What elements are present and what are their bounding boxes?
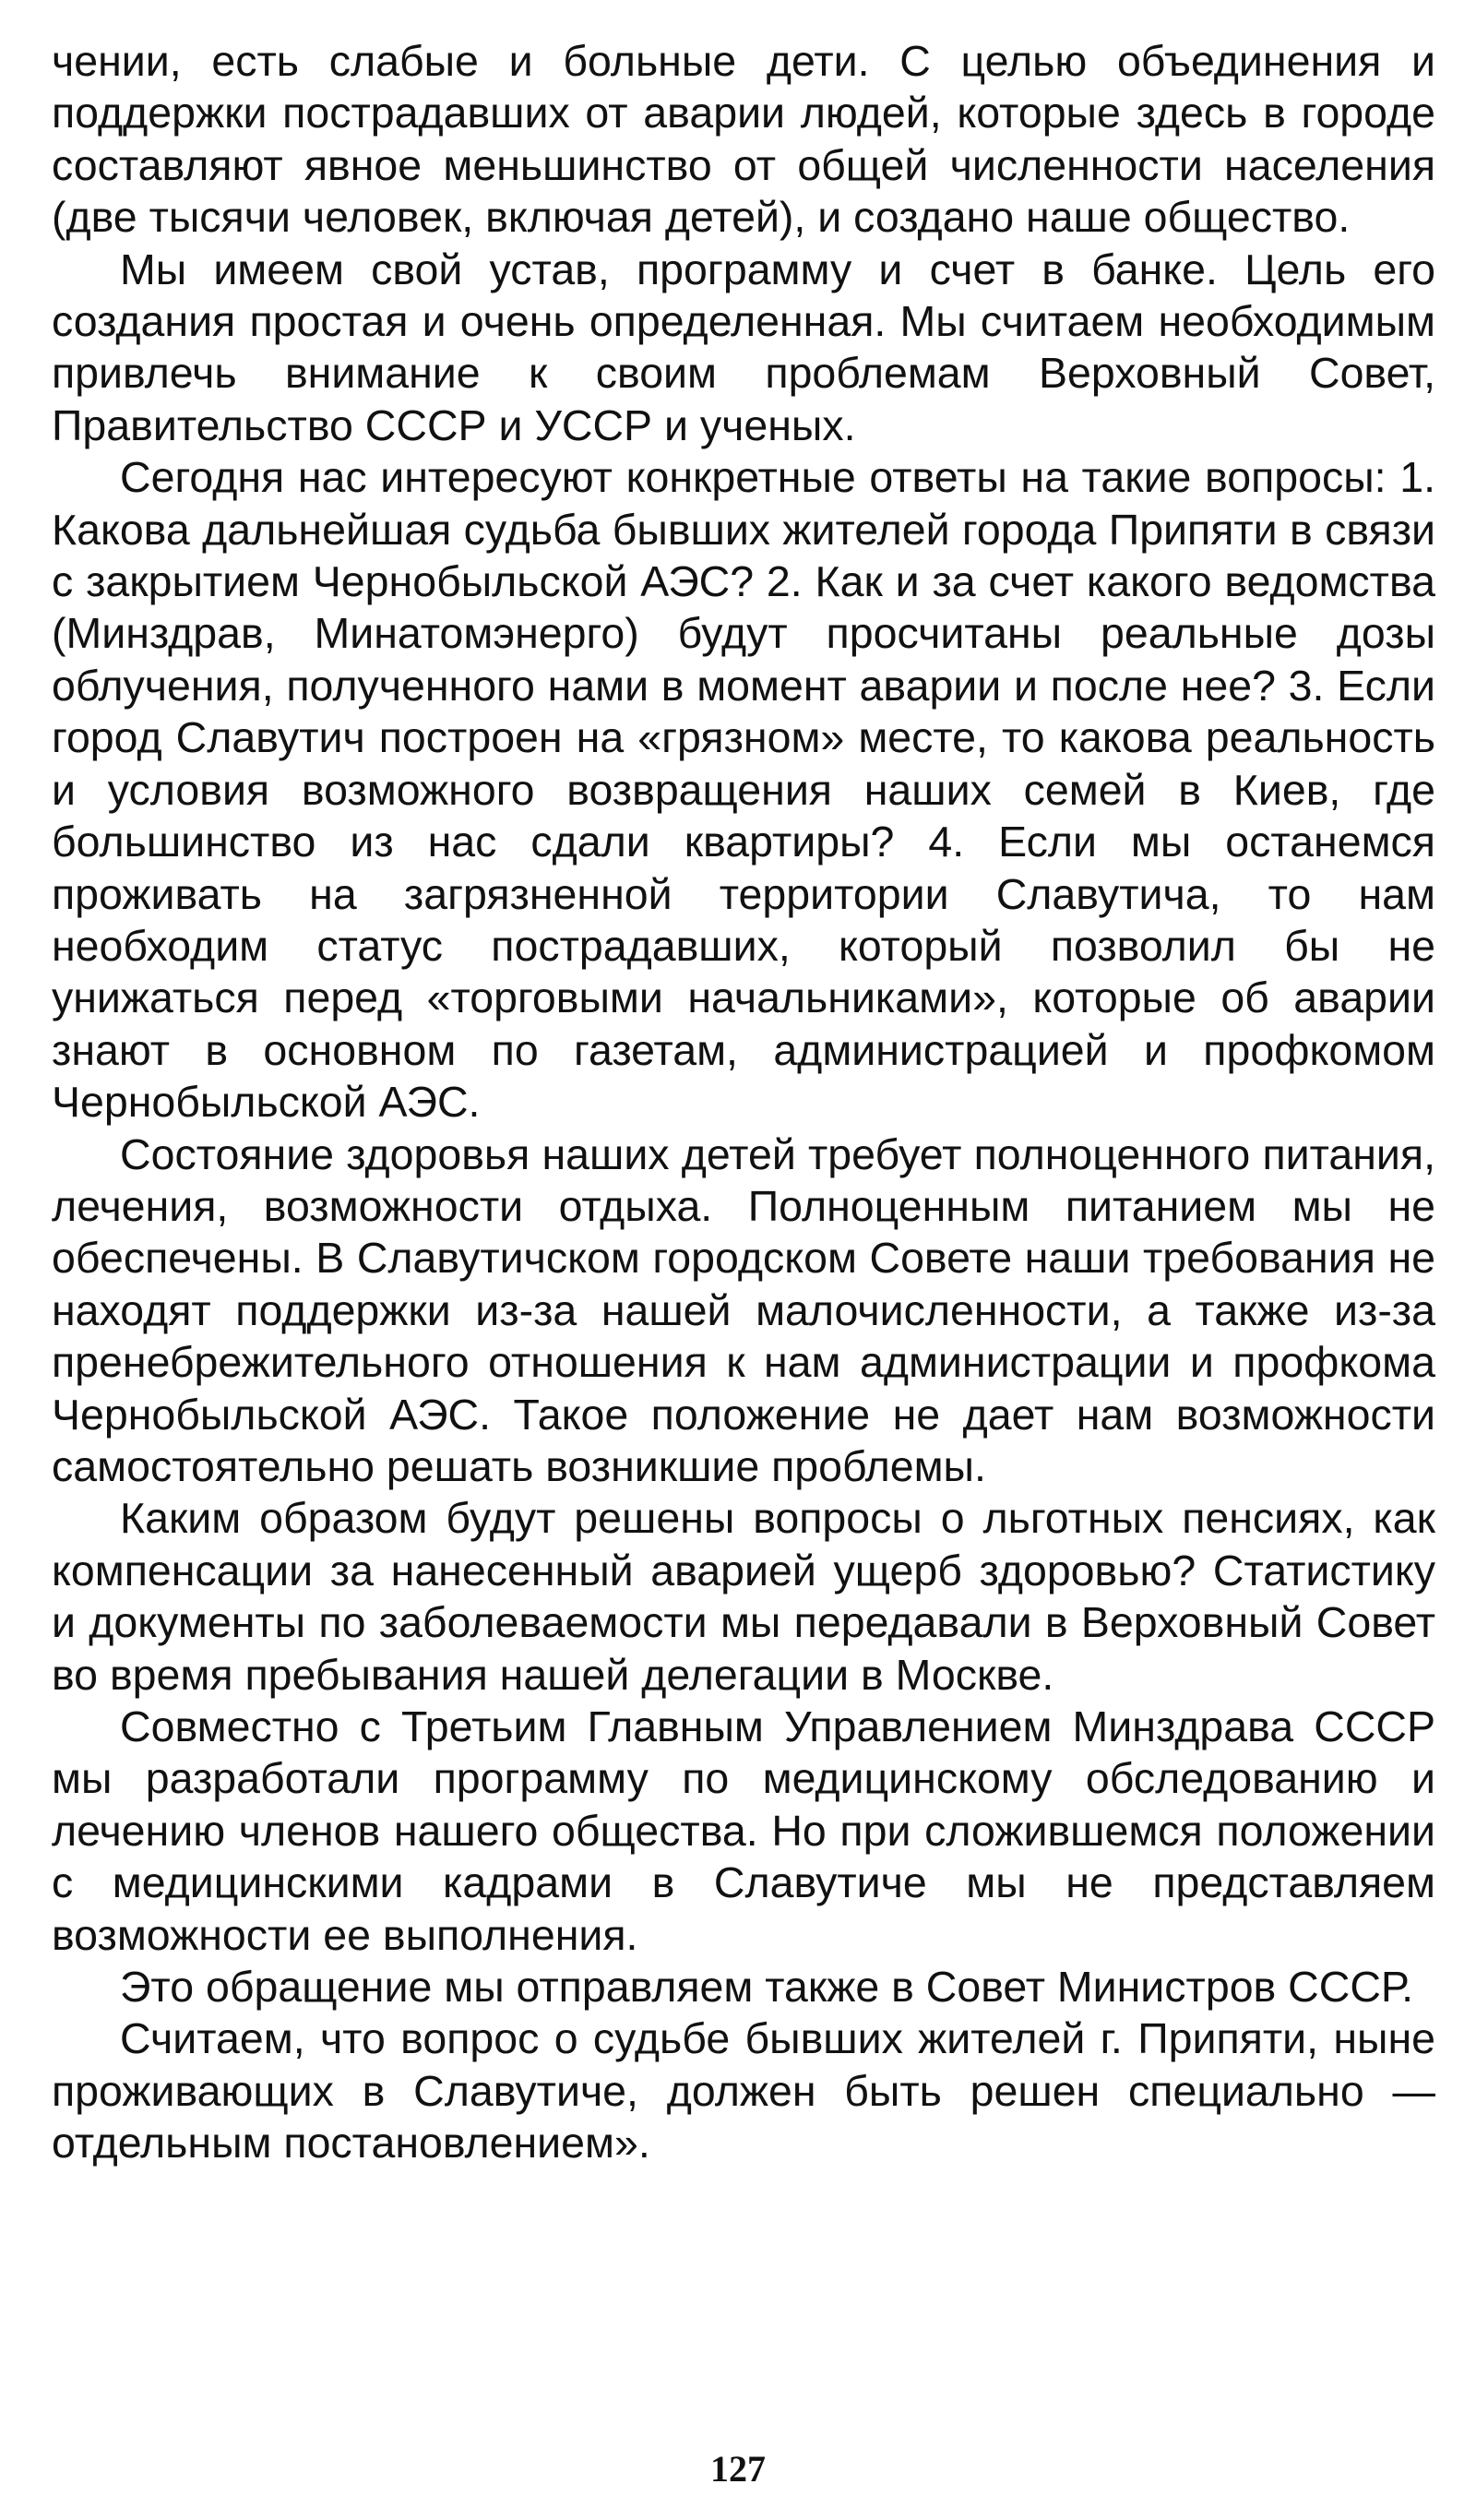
paragraph-questions: Сегодня нас интересуют конкретные ответы на такие вопросы: 1. Какова дальнейшая судьба бывших жителей города Припяти в связи с закрытием Чернобыльской АЭС? 2. Как и за счет какого ведомства (Минздрав, Минатомэнерго) будут просчитаны реальные дозы облучения, полученного нами в момент аварии и после нее? 3. Если город Славутич построен на «грязном» месте, то какова реальность и условия возможного возвращения наших семей в Киев, где большинство из нас сдали квартиры? 4. Если мы останемся проживать на загрязненной территории Славутича, то нам необходим статус пострадавших, который позволил бы не унижаться перед «торговыми начальниками», которые об аварии знают в основном по газетам, администрацией и профкомом Чернобыльской АЭС. — [52, 453, 1435, 1127]
paragraph-pensions: Каким образом будут решены вопросы о льготных пенсиях, как компенсации за нанесенный аварией ущерб здоровью? Статистику и документы по заболеваемости мы передавали в Верховный Совет во время пребывания нашей делегации в Москве. — [52, 1494, 1435, 1699]
paragraph-charter: Мы имеем свой устав, программу и счет в банке. Цель его создания простая и очень определенная. Мы считаем необходимым привлечь внимание к своим проблемам Верховный Совет, Правительство СССР и УССР и ученых. — [52, 245, 1435, 449]
paragraph-medical-program: Совместно с Третьим Главным Управлением Минздрава СССР мы разработали программу по медицинскому обследованию и лечению членов нашего общества. Но при сложившемся положении с медицинскими кадрами в Славутиче мы не представляем возможности ее выполнения. — [52, 1702, 1435, 1959]
paragraph-children-health: Состояние здоровья наших детей требует полноценного питания, лечения, возможности отдыха. Полноценным питанием мы не обеспечены. В Славутичском городском Совете наши требования не находят поддержки из-за нашей малочисленности, а также из-за пренебрежительного отношения к нам администрации и профкома Чернобыльской АЭС. Такое положение не дает нам возможности самостоятельно решать возникшие проблемы. — [52, 1129, 1435, 1490]
page-number: 127 — [710, 2448, 766, 2490]
paragraph-conclusion: Считаем, что вопрос о судьбе бывших жителей г. Припяти, ныне проживающих в Славутиче, должен быть решен специально — отдельным постановлением». — [52, 2014, 1435, 2168]
paragraph-continued: чении, есть слабые и больные дети. С целью объединения и поддержки пострадавших от аварии людей, которые здесь в городе составляют явное меньшинство от общей численности населения (две тысячи человек, включая детей), и создано наше общество. — [52, 37, 1435, 242]
paragraph-appeal: Это обращение мы отправляем также в Совет Министров СССР. — [120, 1963, 1414, 2012]
document-page — [52, 35, 1435, 2169]
